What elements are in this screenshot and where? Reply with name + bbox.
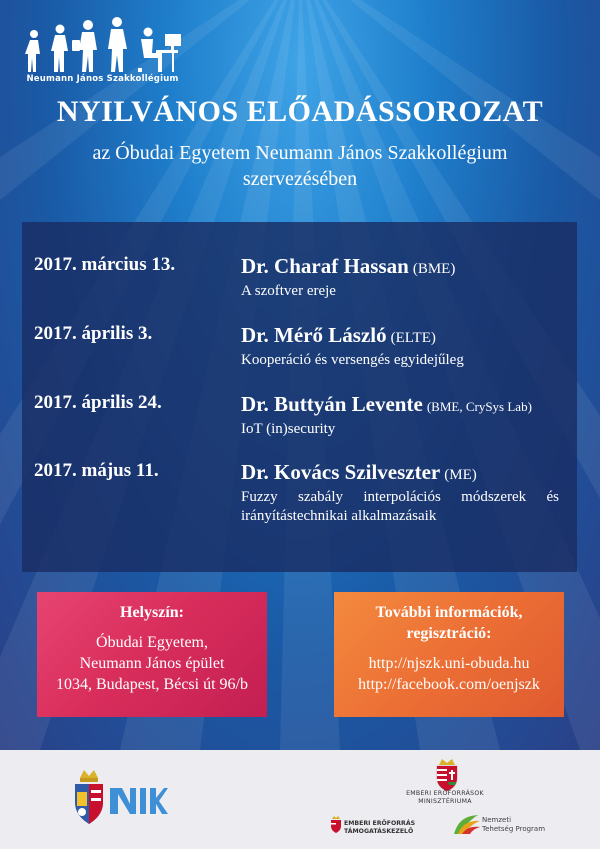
subtitle-line-1: az Óbudai Egyetem Neumann János Szakkollégium bbox=[92, 142, 508, 164]
info-heading-line-1: További információk, bbox=[375, 604, 523, 621]
lecture-topic: Kooperáció és versengés egyidejűleg bbox=[241, 352, 464, 368]
speaker-name: Dr. Mérő László bbox=[241, 323, 387, 347]
lecture-topic: IoT (in)security bbox=[241, 421, 336, 437]
ntp-line-2: Tehetség Program bbox=[482, 825, 546, 833]
venue-box bbox=[37, 592, 267, 717]
lecture-date: 2017. április 24. bbox=[34, 392, 162, 413]
logo-text: Neumann János Szakkollégium bbox=[26, 74, 179, 84]
lecture-topic: A szoftver ereje bbox=[241, 283, 336, 299]
nik-logo-text: NIK bbox=[108, 780, 111, 781]
ntp-logo-text bbox=[482, 816, 562, 834]
speaker-block bbox=[241, 323, 571, 370]
venue-line-1: Óbudai Egyetem, bbox=[96, 634, 208, 651]
emmi-line-1: EMBERI ERŐFORRÁSOK bbox=[406, 790, 484, 797]
venue-line-2: Neumann János épület bbox=[79, 655, 225, 672]
ntp-line-1: Nemzeti bbox=[482, 816, 512, 824]
speaker-institution: (BME, CrySys Lab) bbox=[426, 399, 532, 414]
emet-line-1: EMBERI ERŐFORRÁS bbox=[344, 820, 416, 827]
ntp-logo-icon bbox=[452, 812, 482, 836]
lecture-date: 2017. május 11. bbox=[34, 460, 159, 481]
speaker-block bbox=[241, 392, 571, 439]
subtitle-line-2: szervezésében bbox=[242, 168, 358, 190]
speaker-name: Dr. Kovács Szilveszter bbox=[241, 460, 441, 484]
speaker-institution: (ME) bbox=[444, 467, 477, 483]
info-box bbox=[334, 592, 564, 717]
speaker-institution: (ELTE) bbox=[390, 330, 436, 346]
speaker-block bbox=[241, 460, 571, 526]
speaker-institution: (BME) bbox=[412, 261, 456, 277]
venue-heading: Helyszín: bbox=[120, 604, 184, 621]
obuda-coat-of-arms-icon bbox=[72, 768, 106, 826]
emet-logo-icon bbox=[330, 815, 342, 833]
speaker-name: Dr. Buttyán Levente bbox=[241, 392, 423, 416]
lecture-date: 2017. április 3. bbox=[34, 323, 153, 344]
hungarian-coat-of-arms-icon bbox=[434, 758, 460, 792]
emmi-line-2: MINISZTÉRIUMA bbox=[418, 798, 472, 805]
venue-line-3: 1034, Budapest, Bécsi út 96/b bbox=[56, 676, 248, 693]
emmi-logo-text bbox=[395, 790, 495, 806]
info-url-facebook[interactable]: http://facebook.com/oenjszk bbox=[358, 676, 540, 693]
lecture-date: 2017. március 13. bbox=[34, 254, 176, 275]
lecture-schedule bbox=[22, 222, 577, 572]
subtitle bbox=[40, 140, 560, 192]
lecture-topic: Fuzzy szabály interpolációs módszerek és irányítástechnikai alkalmazásaik bbox=[241, 489, 559, 524]
emet-line-2: TÁMOGATÁSKEZELŐ bbox=[344, 828, 414, 835]
speaker-name: Dr. Charaf Hassan bbox=[241, 254, 409, 278]
page-title: NYILVÁNOS ELŐADÁSSOROZAT bbox=[56, 95, 544, 128]
info-url-website[interactable]: http://njszk.uni-obuda.hu bbox=[368, 655, 530, 672]
emet-logo-text bbox=[344, 820, 444, 836]
speaker-block bbox=[241, 254, 571, 301]
info-heading-line-2: regisztráció: bbox=[406, 625, 492, 642]
nik-logo bbox=[108, 780, 168, 816]
